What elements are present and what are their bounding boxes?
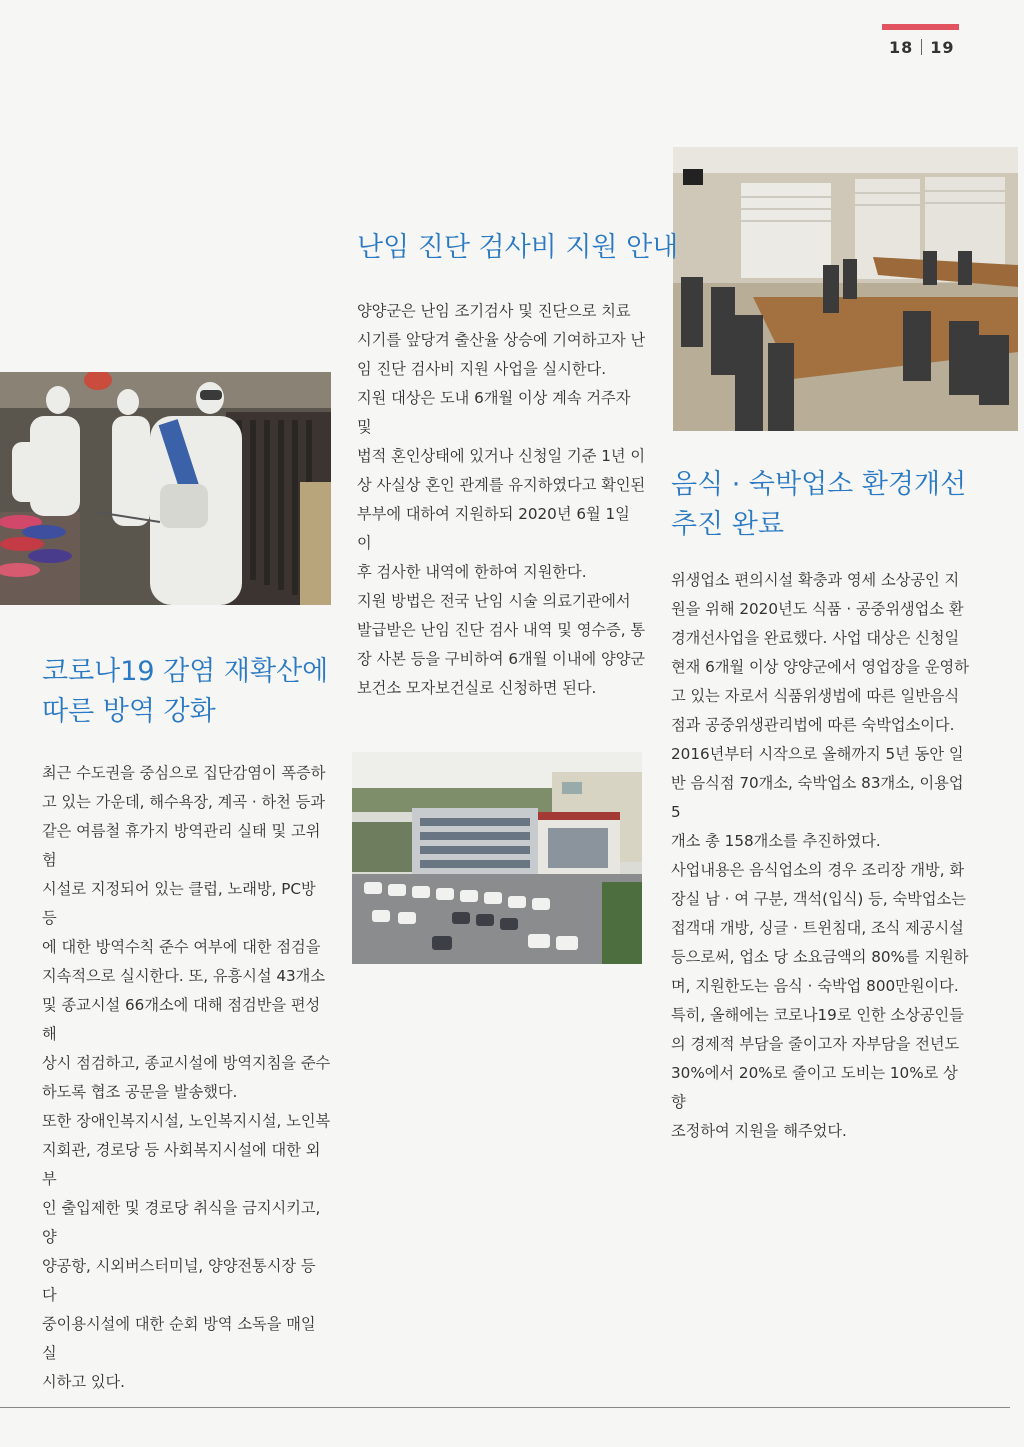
page-numbers	[889, 38, 955, 57]
body-line: 시설로 지정되어 있는 클럽, 노래방, PC방 등	[42, 880, 316, 927]
covid-body	[42, 759, 334, 1397]
body-line: 부부에 대하여 지원하되 2020년 6월 1일 이	[357, 505, 630, 552]
body-line: 점과 공중위생관리법에 따른 숙박업소이다.	[671, 716, 955, 734]
body-line: 법적 혼인상태에 있거나 신청일 기준 1년 이	[357, 447, 646, 465]
body-line: 지원 대상은 도내 6개월 이상 계속 거주자 및	[357, 389, 631, 436]
body-line: 2016년부터 시작으로 올해까지 5년 동안 일	[671, 745, 964, 763]
business-title-line2: 추진 완료	[671, 509, 784, 540]
body-line: 장 사본 등을 구비하여 6개월 이내에 양양군	[357, 650, 646, 668]
page-number-left: 18	[889, 38, 914, 57]
body-line: 위생업소 편의시설 확충과 영세 소상공인 지	[671, 571, 960, 589]
page-number-right: 19	[930, 38, 955, 57]
body-line: 임 진단 검사비 지원 사업을 실시한다.	[357, 360, 607, 378]
body-line: 특히, 올해에는 코로나19로 인한 소상공인들	[671, 1006, 964, 1024]
body-line: 최근 수도권을 중심으로 집단감염이 폭증하	[42, 764, 326, 782]
body-line: 에 대한 방역수칙 준수 여부에 대한 점검을	[42, 938, 321, 956]
body-line: 시기를 앞당겨 출산율 상승에 기여하고자 난	[357, 331, 646, 349]
business-body	[671, 566, 971, 1146]
body-line: 고 있는 자로서 식품위생법에 따른 일반음식	[671, 687, 960, 705]
body-line: 원을 위해 2020년도 식품 · 공중위생업소 환	[671, 600, 964, 618]
body-line: 현재 6개월 이상 양양군에서 영업장을 운영하	[671, 658, 969, 676]
body-line: 또한 장애인복지시설, 노인복지시설, 노인복	[42, 1112, 331, 1130]
body-line: 조정하여 지원을 해주었다.	[671, 1122, 847, 1140]
body-line: 사업내용은 음식업소의 경우 조리장 개방, 화	[671, 861, 965, 879]
business-title	[671, 465, 966, 545]
body-line: 발급받은 난임 진단 검사 내역 및 영수증, 통	[357, 621, 646, 639]
infertility-title: 난임 진단 검사비 지원 안내	[357, 232, 679, 263]
body-line: 상 사실상 혼인 관계를 유지하였다고 확인된	[357, 476, 646, 494]
body-line: 및 종교시설 66개소에 대해 점검반을 편성해	[42, 996, 321, 1043]
covid-title-line2: 따른 방역 강화	[42, 696, 216, 727]
body-line: 양공항, 시외버스터미널, 양양전통시장 등 다	[42, 1257, 316, 1304]
page-bottom-rule	[0, 1407, 1010, 1408]
body-line: 보건소 모자보건실로 신청하면 된다.	[357, 679, 597, 697]
body-line: 지원 방법은 전국 난임 시술 의료기관에서	[357, 592, 631, 610]
body-line: 인 출입제한 및 경로당 취식을 금지시키고, 양	[42, 1199, 321, 1246]
body-line: 경개선사업을 완료했다. 사업 대상은 신청일	[671, 629, 960, 647]
infertility-body	[357, 297, 647, 703]
body-line: 지속적으로 실시한다. 또, 유흥시설 43개소	[42, 967, 326, 985]
covid-title-line1: 코로나19 감염 재확산에	[42, 656, 329, 687]
disinfection-photo	[0, 372, 331, 605]
body-line: 시하고 있다.	[42, 1373, 126, 1391]
body-line: 등으로써, 업소 당 소요금액의 80%를 지원하	[671, 948, 969, 966]
body-line: 30%에서 20%로 줄이고 도비는 10%로 상향	[671, 1064, 958, 1111]
body-line: 장실 남 · 여 구분, 객석(입식) 등, 숙박업소는	[671, 890, 966, 908]
body-line: 개소 총 158개소를 추진하였다.	[671, 832, 881, 850]
body-line: 중이용시설에 대한 순회 방역 소독을 매일 실	[42, 1315, 316, 1362]
body-line: 의 경제적 부담을 줄이고자 자부담을 전년도	[671, 1035, 960, 1053]
restaurant-photo	[673, 147, 1018, 431]
body-line: 반 음식점 70개소, 숙박업소 83개소, 이용업 5	[671, 774, 964, 821]
body-line: 며, 지원한도는 음식 · 숙박업 800만원이다.	[671, 977, 959, 995]
body-line: 하도록 협조 공문을 발송했다.	[42, 1083, 238, 1101]
page-number-separator	[921, 39, 922, 55]
body-line: 지회관, 경로당 등 사회복지시설에 대한 외부	[42, 1141, 321, 1188]
covid-title	[42, 652, 328, 732]
body-line: 고 있는 가운데, 해수욕장, 계곡 · 하천 등과	[42, 793, 326, 811]
body-line: 같은 여름철 휴가지 방역관리 실태 및 고위험	[42, 822, 321, 869]
page-accent-bar	[882, 24, 959, 30]
business-title-line1: 음식 · 숙박업소 환경개선	[671, 469, 967, 500]
body-line: 양양군은 난임 조기검사 및 진단으로 치료	[357, 302, 631, 320]
body-line: 접객대 개방, 싱글 · 트윈침대, 조식 제공시설	[671, 919, 964, 937]
building-photo	[352, 752, 642, 964]
body-line: 후 검사한 내역에 한하여 지원한다.	[357, 563, 587, 581]
body-line: 상시 점검하고, 종교시설에 방역지침을 준수	[42, 1054, 331, 1072]
